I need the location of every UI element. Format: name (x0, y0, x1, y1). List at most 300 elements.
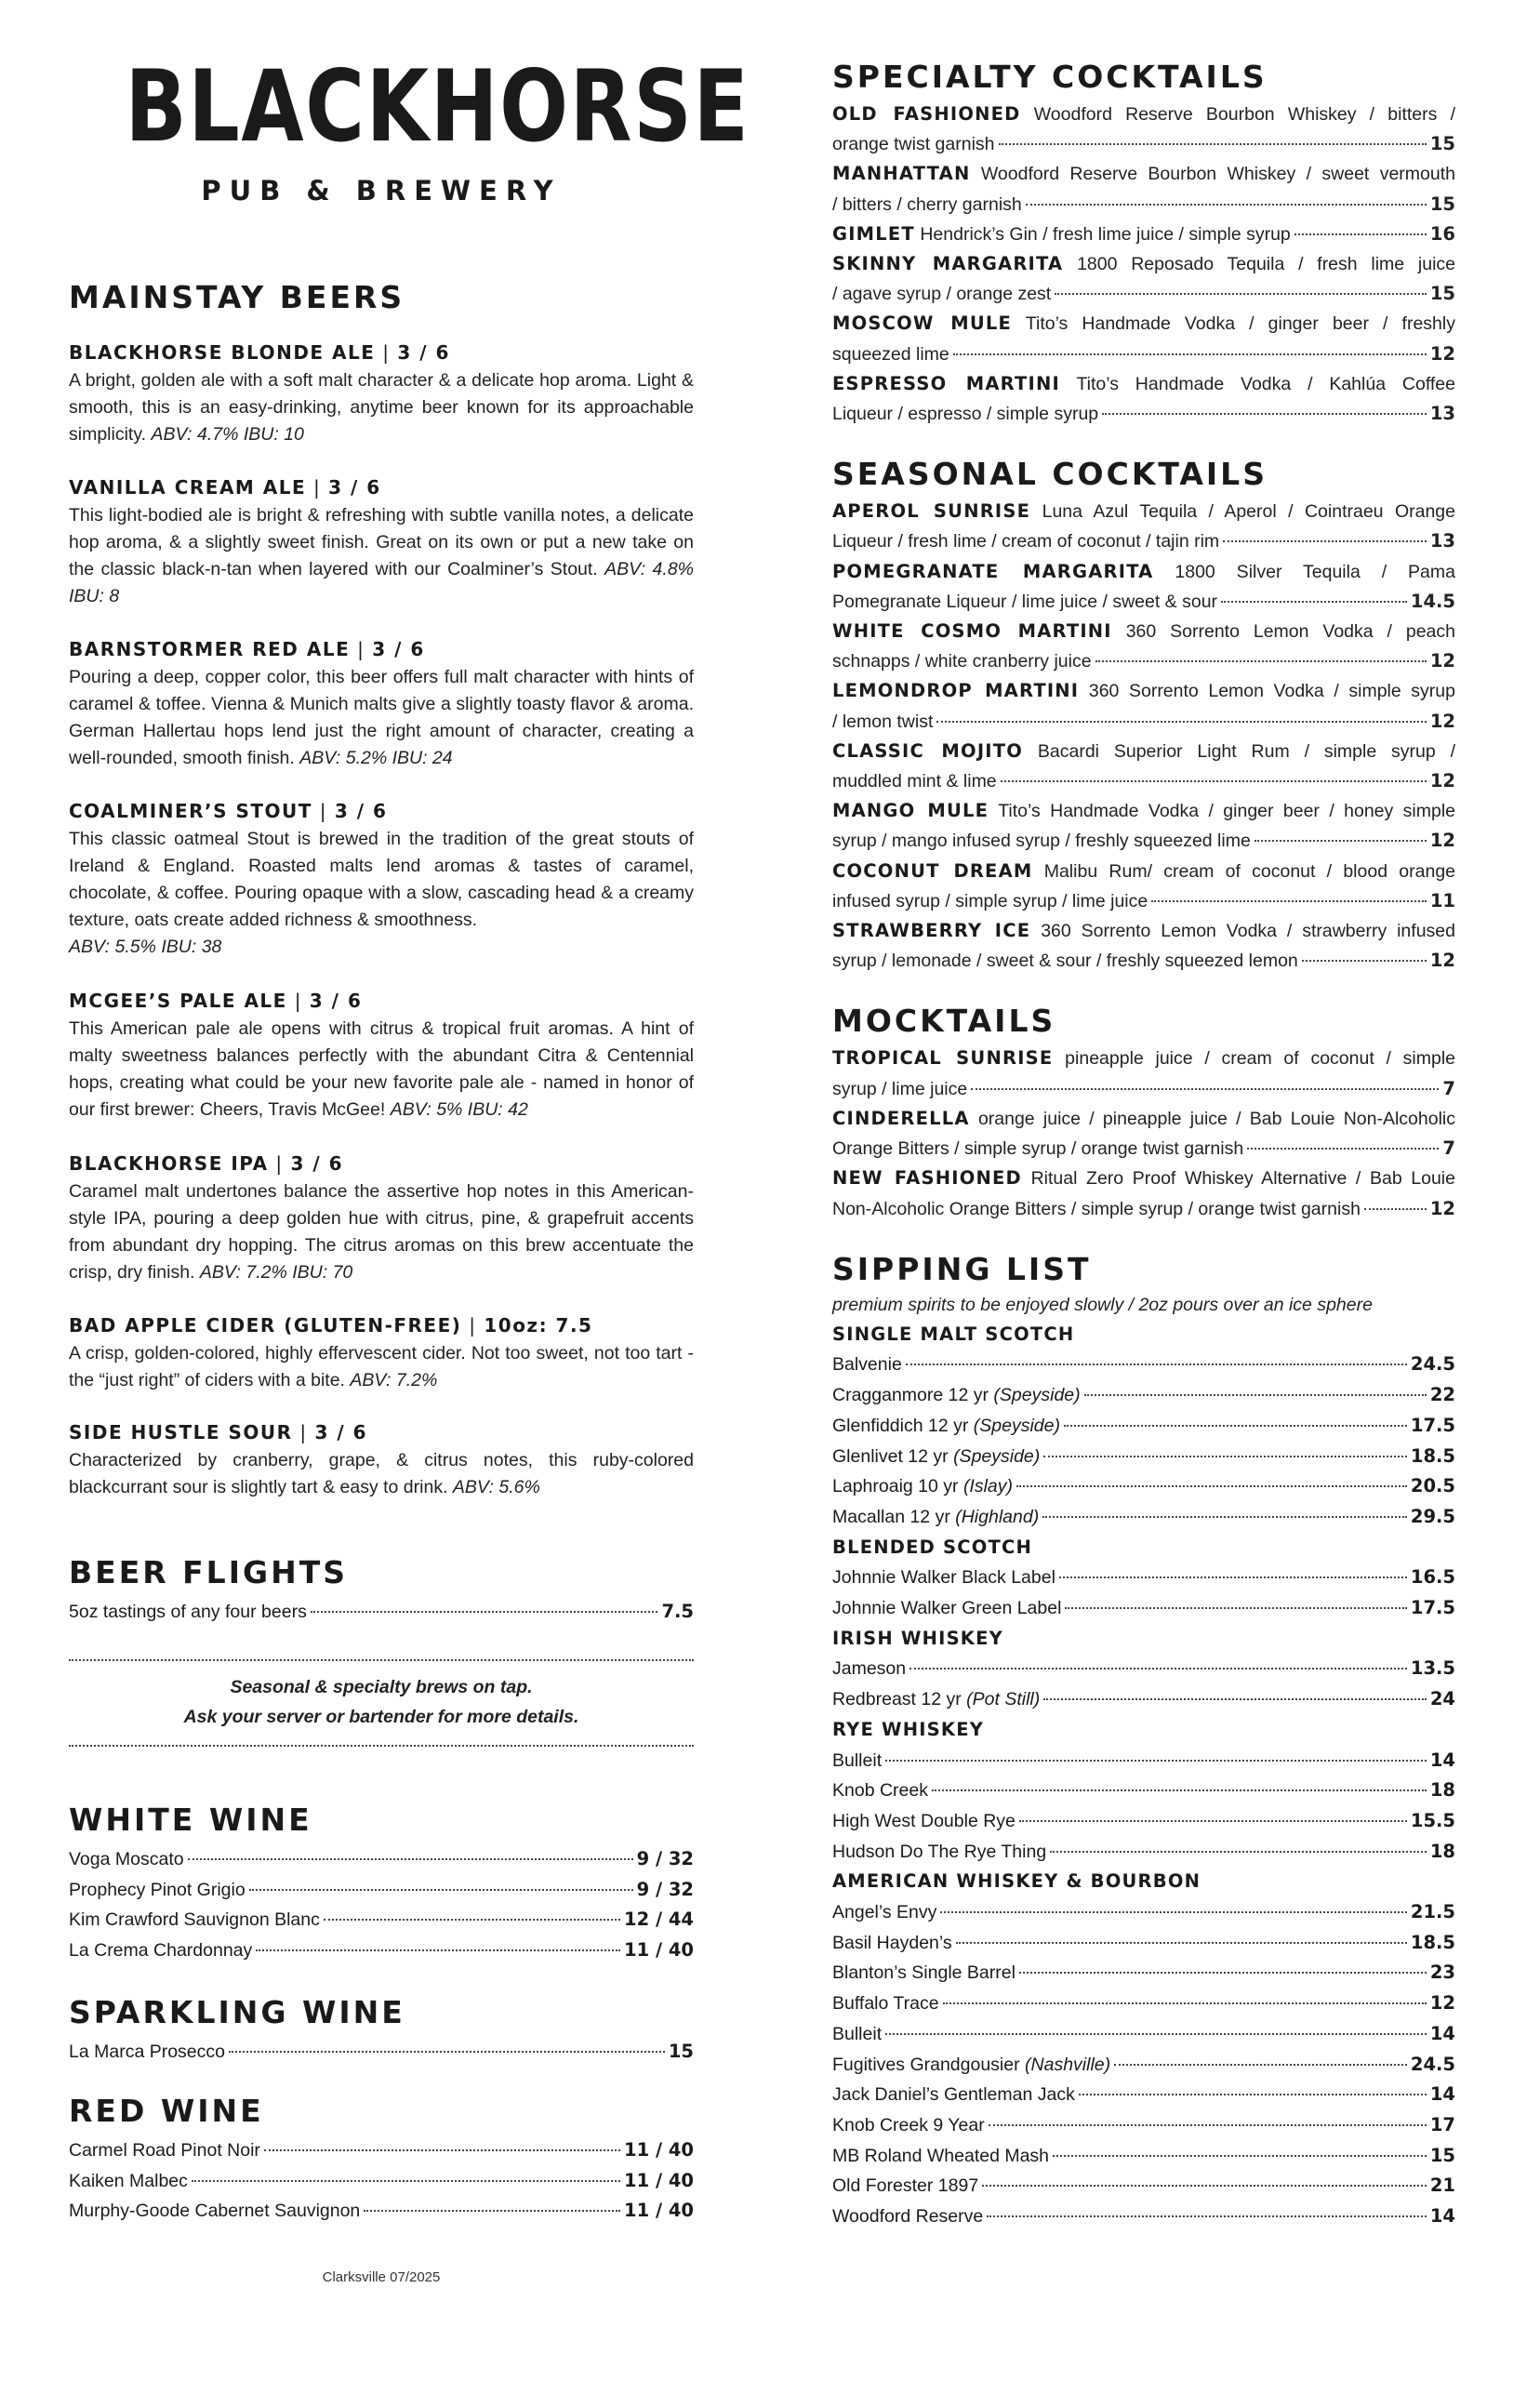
leader-dots (1294, 233, 1427, 235)
spirit-row (832, 1593, 1455, 1624)
spirit-label: Jameson (832, 1658, 907, 1680)
beer-name: BAD APPLE CIDER (GLUTEN-FREE) (69, 1314, 462, 1337)
leader-dots (906, 1363, 1407, 1365)
leader-dots (971, 1088, 1439, 1090)
wine-row (69, 2037, 694, 2068)
leader-dots (1255, 840, 1427, 842)
beer-description: This classic oatmeal Stout is brewed in the tradition of the great stouts of Ireland & England. Roasted malts lend aromas & tastes of caramel, chocolate, & coffee. Pouring opaque with a slow, cascading head & a creamy texture, oats create added richness & smoothness. (69, 829, 694, 930)
cocktail-item (832, 1164, 1455, 1223)
spirit-row (832, 1958, 1455, 1989)
spirit-price: 29.5 (1410, 1505, 1455, 1527)
cocktail-line (832, 587, 1455, 617)
beer-separator: | (292, 1421, 315, 1443)
beer-abv: ABV: 7.2% (350, 1370, 438, 1390)
cocktail-name: NEW FASHIONED (832, 1167, 1022, 1190)
spirit-name (832, 1746, 882, 1776)
spirit-label: Basil Hayden’s (832, 1932, 952, 1953)
cocktail-item (832, 249, 1455, 309)
section-title-mocktails: MOCKTAILS (832, 1003, 1056, 1040)
cocktail-line (832, 1044, 1455, 1073)
cocktail-ingredients: Hendrick’s Gin / fresh lime juice / simple syrup (920, 223, 1291, 245)
logo-wordmark: BLACKHORSE (125, 49, 750, 164)
spirit-price: 23 (1429, 1962, 1455, 1984)
leader-dots (1043, 1456, 1407, 1457)
beer-abv: ABV: 7.2% IBU: 70 (199, 1262, 353, 1283)
cocktail-ingredients: muddled mint & lime (832, 771, 997, 792)
cocktail-ingredients: infused syrup / simple syrup / lime juice (832, 890, 1148, 911)
sipping-note: premium spirits to be enjoyed slowly / 2oz pours over an ice sphere (832, 1294, 1373, 1315)
footer-location-date: Clarksville 07/2025 (322, 2269, 441, 2285)
cocktail-price: 12 (1429, 710, 1455, 732)
cocktail-name: MANHATTAN (832, 163, 971, 185)
spirit-price: 18 (1429, 1779, 1455, 1802)
cocktail-item (832, 369, 1455, 429)
leader-dots (999, 143, 1427, 145)
cocktail-ingredients: Non-Alcoholic Orange Bitters / simple syrup / orange twist garnish (832, 1198, 1361, 1219)
beer-description: Characterized by cranberry, grape, & citrus notes, this ruby-colored blackcurrant sour is slightly tart & easy to drink. (69, 1450, 694, 1497)
cocktail-price: 16 (1429, 222, 1455, 245)
taps-note-line: Seasonal & specialty brews on tap. (230, 1677, 533, 1697)
spirit-name (832, 1471, 1013, 1502)
cocktail-name: CLASSIC MOJITO (832, 739, 1024, 762)
cocktail-item (832, 857, 1455, 916)
spirit-name (832, 1380, 1081, 1411)
beer-name: SIDE HUSTLE SOUR (69, 1421, 293, 1443)
cocktail-line (832, 526, 1455, 556)
spirit-label: Knob Creek 9 Year (832, 2114, 985, 2135)
cocktail-line (832, 707, 1455, 737)
spirit-label: Buffalo Trace (832, 1993, 939, 2015)
cocktail-line (832, 1074, 1455, 1104)
beer-item (69, 799, 694, 961)
spirit-label: Laphroaig 10 yr (832, 1476, 963, 1497)
beer-name: BLACKHORSE BLONDE ALE (69, 341, 376, 364)
spirit-name (832, 1806, 1016, 1837)
red-wine-section (69, 2095, 694, 2227)
cocktail-ingredients: orange twist garnish (832, 134, 995, 155)
cocktail-item (832, 557, 1455, 617)
spirit-price: 20.5 (1410, 1475, 1455, 1497)
cocktail-item (832, 617, 1455, 676)
cocktail-ingredients: / agave syrup / orange zest (832, 284, 1052, 305)
leader-dots (885, 2033, 1427, 2035)
spirit-row (832, 1806, 1455, 1837)
spirit-name (832, 1442, 1040, 1472)
leader-dots (1102, 413, 1427, 415)
flight-label: 5oz tastings of any four beers (69, 1602, 307, 1622)
cocktail-line (832, 946, 1455, 976)
spirit-name (832, 1776, 928, 1806)
wine-price: 11 / 40 (624, 2169, 694, 2191)
cocktail-ingredients: Tito’s Handmade Vodka / ginger beer / freshly (1025, 313, 1455, 335)
section-title-mainstay: MAINSTAY BEERS (69, 279, 405, 315)
wine-name: La Crema Chardonnay (69, 1940, 253, 1962)
leader-dots (987, 2215, 1427, 2217)
cocktail-price: 12 (1429, 830, 1455, 852)
leader-dots (943, 2002, 1427, 2004)
white-wine-section (69, 1804, 694, 1966)
cocktail-ingredients: Liqueur / fresh lime / cream of coconut / tajin rim (832, 531, 1220, 552)
cocktail-price: 12 (1429, 1197, 1455, 1219)
leader-dots (249, 1889, 633, 1891)
cocktail-ingredients: 360 Sorrento Lemon Vodka / strawberry infused (1041, 921, 1455, 942)
cocktail-ingredients: Tito’s Handmade Vodka / Kahlúa Coffee (1076, 373, 1455, 394)
spirit-row (832, 1776, 1455, 1806)
cocktail-name: WHITE COSMO MARTINI (832, 620, 1112, 643)
beer-name: BARNSTORMER RED ALE (69, 638, 351, 660)
leader-dots (311, 1611, 658, 1613)
spirit-name (832, 2201, 983, 2232)
sipping-group-heading: SINGLE MALT SCOTCH (832, 1323, 1075, 1345)
beer-price: 3 / 6 (314, 1421, 368, 1443)
cocktail-ingredients: Woodford Reserve Bourbon Whiskey / bitters / (1033, 104, 1455, 125)
beer-abv: ABV: 5.2% IBU: 24 (299, 748, 453, 768)
seasonal-list (832, 497, 1455, 976)
leader-dots (885, 1760, 1427, 1762)
cocktail-ingredients: Tito’s Handmade Vodka / ginger beer / honey simple (998, 801, 1455, 822)
spirit-label: Fugitives Grandgousier (832, 2054, 1026, 2075)
beer-abv: ABV: 5.6% (452, 1477, 540, 1497)
cocktail-line (832, 339, 1455, 369)
cocktail-ingredients: orange juice / pineapple juice / Bab Louie Non-Alcoholic (977, 1108, 1456, 1129)
beer-price: 3 / 6 (290, 1152, 344, 1175)
cocktail-name: OLD FASHIONED (832, 103, 1021, 125)
cocktail-ingredients: pineapple juice / cream of coconut / simple (1065, 1048, 1455, 1070)
spirit-name (832, 2171, 978, 2201)
leader-dots (1019, 1972, 1427, 1974)
spirit-name (832, 2050, 1110, 2081)
wine-price: 11 / 40 (624, 2139, 694, 2161)
spirit-price: 18.5 (1410, 1444, 1455, 1467)
wine-name: Voga Moscato (69, 1849, 184, 1869)
cocktail-line (832, 1134, 1455, 1164)
leader-dots (264, 2149, 620, 2151)
beer-item (69, 340, 694, 448)
cocktail-ingredients: syrup / mango infused syrup / freshly squeezed lime (832, 831, 1251, 852)
leader-dots (192, 2180, 620, 2182)
cocktail-price: 7 (1442, 1137, 1455, 1160)
spirit-name (832, 2019, 882, 2050)
cocktail-line (832, 1194, 1455, 1224)
cocktail-ingredients: Malibu Rum/ cream of coconut / blood orange (1043, 860, 1456, 882)
beer-separator: | (461, 1314, 485, 1337)
cocktail-ingredients: / lemon twist (832, 711, 934, 732)
cocktail-line (832, 1164, 1455, 1193)
beer-abv: ABV: 4.7% IBU: 10 (151, 424, 304, 445)
spirit-name (832, 1350, 902, 1380)
beer-name: VANILLA CREAM ALE (69, 476, 307, 499)
cocktail-price: 12 (1429, 650, 1455, 672)
wine-row (69, 2166, 694, 2197)
spirit-label: Redbreast 12 yr (832, 1689, 967, 1710)
beer-price: 3 / 6 (328, 476, 381, 499)
leader-dots (1084, 1394, 1427, 1396)
beer-description: A bright, golden ale with a soft malt character & a delicate hop aroma. Light & smooth, this is an easy-drinking, anytime beer known for its approachable simplicity. (69, 370, 694, 445)
spirit-price: 24.5 (1410, 1353, 1455, 1376)
cocktail-line (832, 159, 1455, 189)
leader-dots (1364, 1208, 1427, 1210)
spirit-price: 18.5 (1410, 1931, 1455, 1953)
spirit-row (832, 1989, 1455, 2019)
spirit-name (832, 1502, 1039, 1533)
cocktail-line (832, 1104, 1455, 1134)
cocktail-ingredients: Orange Bitters / simple syrup / orange twist garnish (832, 1138, 1244, 1160)
cocktail-name: APEROL SUNRISE (832, 500, 1031, 523)
wine-name: Carmel Road Pinot Noir (69, 2140, 260, 2161)
beer-item (69, 989, 694, 1124)
leader-dots (1059, 1576, 1407, 1578)
cocktail-item (832, 916, 1455, 976)
wine-name: La Marca Prosecco (69, 2042, 225, 2062)
leader-dots (982, 2185, 1427, 2187)
leader-dots (324, 1919, 620, 1921)
cocktail-price: 13 (1429, 403, 1455, 425)
sipping-list (832, 1320, 1455, 2232)
cocktail-line (832, 617, 1455, 646)
cocktail-price: 12 (1429, 770, 1455, 792)
leader-dots (1221, 601, 1407, 603)
sparkling-wine-section (69, 1994, 694, 2068)
spirit-name (832, 1958, 1016, 1989)
spirit-name (832, 1563, 1055, 1593)
beer-name: BLACKHORSE IPA (69, 1152, 269, 1175)
spirit-price: 17 (1429, 2113, 1455, 2135)
cocktail-name: GIMLET (832, 222, 915, 245)
taps-note-line: Ask your server or bartender for more details. (183, 1707, 579, 1727)
spirit-region: (Speyside) (993, 1385, 1081, 1406)
cocktail-name: CINDERELLA (832, 1107, 970, 1129)
cocktail-line (832, 279, 1455, 309)
spirit-price: 18 (1429, 1840, 1455, 1862)
beer-name: COALMINER’S STOUT (69, 800, 312, 822)
cocktail-line (832, 249, 1455, 279)
spirit-row (832, 2080, 1455, 2110)
cocktail-line (832, 497, 1455, 526)
spirit-price: 14 (1429, 2205, 1455, 2228)
spirit-price: 22 (1429, 1384, 1455, 1406)
cocktail-name: LEMONDROP MARTINI (832, 680, 1080, 702)
leader-dots (188, 1858, 633, 1860)
leader-dots (1064, 1425, 1407, 1427)
spirit-price: 24 (1429, 1688, 1455, 1710)
cocktail-item (832, 159, 1455, 219)
beer-price: 3 / 6 (334, 800, 388, 822)
sipping-group-heading: RYE WHISKEY (832, 1718, 985, 1740)
cocktail-line (832, 857, 1455, 886)
beer-item (69, 1313, 694, 1394)
spirit-price: 14 (1429, 1749, 1455, 1771)
beer-price: 3 / 6 (372, 638, 425, 660)
section-title-sipping: SIPPING LIST (832, 1250, 1092, 1287)
cocktail-ingredients: 360 Sorrento Lemon Vodka / peach (1125, 621, 1455, 643)
section-title-specialty: SPECIALTY COCKTAILS (832, 59, 1268, 95)
wine-price: 11 / 40 (624, 1939, 694, 1962)
spirit-row (832, 2110, 1455, 2141)
spirit-label: Cragganmore 12 yr (832, 1385, 994, 1406)
spirit-price: 17.5 (1410, 1414, 1455, 1436)
spirit-label: Johnnie Walker Green Label (832, 1598, 1062, 1619)
spirit-region: (Speyside) (953, 1445, 1041, 1467)
leader-dots (1019, 1820, 1407, 1822)
cocktail-line (832, 369, 1455, 399)
leader-dots (1001, 780, 1427, 782)
spirit-price: 15.5 (1410, 1809, 1455, 1831)
spirit-label: Bulleit (832, 2023, 883, 2044)
beer-separator: | (286, 990, 310, 1012)
beer-item (69, 1420, 694, 1501)
spirit-region: (Speyside) (973, 1415, 1060, 1436)
cocktail-price: 13 (1429, 530, 1455, 552)
beer-item (69, 475, 694, 610)
spirit-row (832, 1837, 1455, 1868)
right-column (832, 61, 1455, 2232)
cocktail-line (832, 219, 1455, 249)
cocktail-name: MANGO MULE (832, 800, 989, 822)
beer-price: 10oz: 7.5 (484, 1314, 593, 1337)
spirit-label: Bulleit (832, 1749, 883, 1771)
leader-dots (956, 1942, 1407, 1944)
wine-row (69, 2196, 694, 2227)
spirit-name (832, 2110, 985, 2141)
wine-name: Kim Crawford Sauvignon Blanc (69, 1909, 320, 1931)
cocktail-line (832, 916, 1455, 946)
leader-dots (989, 2124, 1427, 2126)
leader-dots (1151, 900, 1427, 902)
mocktails-list (832, 1044, 1455, 1223)
flight-price: 7.5 (661, 1601, 694, 1622)
cocktail-price: 15 (1429, 133, 1455, 155)
spirit-label: Blanton’s Single Barrel (832, 1962, 1016, 1984)
leader-dots (936, 721, 1426, 723)
leader-dots (1016, 1485, 1407, 1487)
spirit-name (832, 1989, 939, 2019)
cocktail-name: COCONUT DREAM (832, 859, 1033, 882)
spirit-label: Woodford Reserve (832, 2206, 984, 2228)
beer-description: This light-bodied ale is bright & refreshing with subtle vanilla notes, a delicate hop aroma, & a slightly sweet finish. Great on its own or put a new take on the classic black-n-tan when layered with our Coalminer’s Stout. (69, 505, 694, 579)
cocktail-price: 11 (1429, 889, 1455, 911)
beer-abv: ABV: 5.5% IBU: 38 (69, 937, 222, 957)
cocktail-name: ESPRESSO MARTINI (832, 372, 1060, 394)
section-title-sparkling-wine: SPARKLING WINE (69, 1994, 405, 2030)
leader-dots (256, 1949, 620, 1951)
leader-dots (1302, 960, 1427, 962)
beer-separator: | (350, 638, 373, 660)
cocktail-price: 15 (1429, 283, 1455, 305)
wine-price: 11 / 40 (624, 2200, 694, 2222)
beer-item (69, 1151, 694, 1286)
leader-dots (1095, 660, 1427, 662)
spirit-row (832, 2019, 1455, 2050)
spirit-row (832, 1746, 1455, 1776)
cocktail-name: MOSCOW MULE (832, 313, 1013, 335)
spirit-region: (Highland) (955, 1506, 1040, 1527)
cocktail-item (832, 1104, 1455, 1164)
beer-price: 3 / 6 (309, 990, 363, 1012)
sipping-group-heading: AMERICAN WHISKEY & BOURBON (832, 1870, 1201, 1893)
leader-dots (1065, 1607, 1406, 1609)
beer-name: MCGEE’S PALE ALE (69, 990, 287, 1012)
spirit-row (832, 2141, 1455, 2172)
spirit-label: Glenfiddich 12 yr (832, 1415, 974, 1436)
spirit-row (832, 1442, 1455, 1472)
wine-price: 12 / 44 (624, 1909, 694, 1931)
sipping-group-heading: BLENDED SCOTCH (832, 1536, 1033, 1558)
spirit-label: Glenlivet 12 yr (832, 1445, 954, 1467)
spirit-row (832, 1502, 1455, 1533)
spirit-row (832, 1928, 1455, 1959)
section-title-flights: BEER FLIGHTS (69, 1554, 348, 1590)
cocktail-item (832, 1044, 1455, 1103)
cocktail-item (832, 497, 1455, 556)
cocktail-line (832, 399, 1455, 429)
spirit-price: 21 (1429, 2175, 1455, 2197)
cocktail-item (832, 796, 1455, 856)
spirit-price: 15 (1429, 2144, 1455, 2166)
section-title-seasonal: SEASONAL COCKTAILS (832, 456, 1268, 493)
spirit-label: High West Double Rye (832, 1810, 1016, 1831)
spirit-row (832, 1897, 1455, 1928)
beer-separator: | (375, 341, 398, 364)
cocktail-ingredients: Ritual Zero Proof Whiskey Alternative / Bab Louie (1030, 1168, 1455, 1190)
wine-row (69, 1844, 694, 1875)
wine-row (69, 2135, 694, 2166)
cocktail-ingredients: Liqueur / espresso / simple syrup (832, 404, 1099, 425)
cocktail-price: 7 (1442, 1077, 1455, 1099)
sipping-group-heading: IRISH WHISKEY (832, 1627, 1003, 1649)
leader-dots (932, 1789, 1427, 1791)
wine-name: Prophecy Pinot Grigio (69, 1879, 246, 1900)
spirit-name (832, 1684, 1040, 1715)
leader-dots (1042, 1516, 1407, 1518)
leader-dots (953, 353, 1427, 355)
spirit-label: Angel’s Envy (832, 1902, 937, 1923)
beer-separator: | (306, 476, 329, 499)
spirit-row (832, 1411, 1455, 1442)
spirit-label: Hudson Do The Rye Thing (832, 1841, 1047, 1862)
spirit-row (832, 1380, 1455, 1411)
leader-dots (940, 1911, 1407, 1913)
spirit-label: Knob Creek (832, 1780, 928, 1802)
spirit-name (832, 1411, 1060, 1442)
cocktail-line (832, 309, 1455, 339)
spirit-row (832, 2171, 1455, 2201)
spirit-name (832, 2080, 1075, 2110)
mainstay-section (69, 279, 694, 315)
spirit-price: 16.5 (1410, 1566, 1455, 1589)
cocktail-line (832, 676, 1455, 706)
cocktail-ingredients: 1800 Reposado Tequila / fresh lime juice (1077, 254, 1456, 275)
section-title-white-wine: WHITE WINE (69, 1802, 312, 1838)
spirit-row (832, 1471, 1455, 1502)
wine-price: 9 / 32 (636, 1878, 694, 1900)
spirit-row (832, 2201, 1455, 2232)
wine-name: Kaiken Malbec (69, 2170, 188, 2191)
spirit-name (832, 1654, 906, 1684)
spirit-label: Jack Daniel’s Gentleman Jack (832, 2084, 1075, 2106)
spirit-region: (Pot Still) (966, 1689, 1041, 1710)
taps-note-box (69, 1659, 694, 1747)
spirit-price: 14 (1429, 2022, 1455, 2044)
spirit-row (832, 1563, 1455, 1593)
leader-dots (1026, 204, 1427, 206)
cocktail-ingredients: Luna Azul Tequila / Aperol / Cointraeu Orange (1042, 501, 1455, 523)
cocktail-price: 12 (1429, 342, 1455, 365)
spirit-price: 13.5 (1410, 1657, 1455, 1680)
spirit-row (832, 1654, 1455, 1684)
cocktail-ingredients: squeezed lime (832, 343, 949, 365)
leader-dots (364, 2210, 620, 2212)
spirit-name (832, 1928, 952, 1959)
